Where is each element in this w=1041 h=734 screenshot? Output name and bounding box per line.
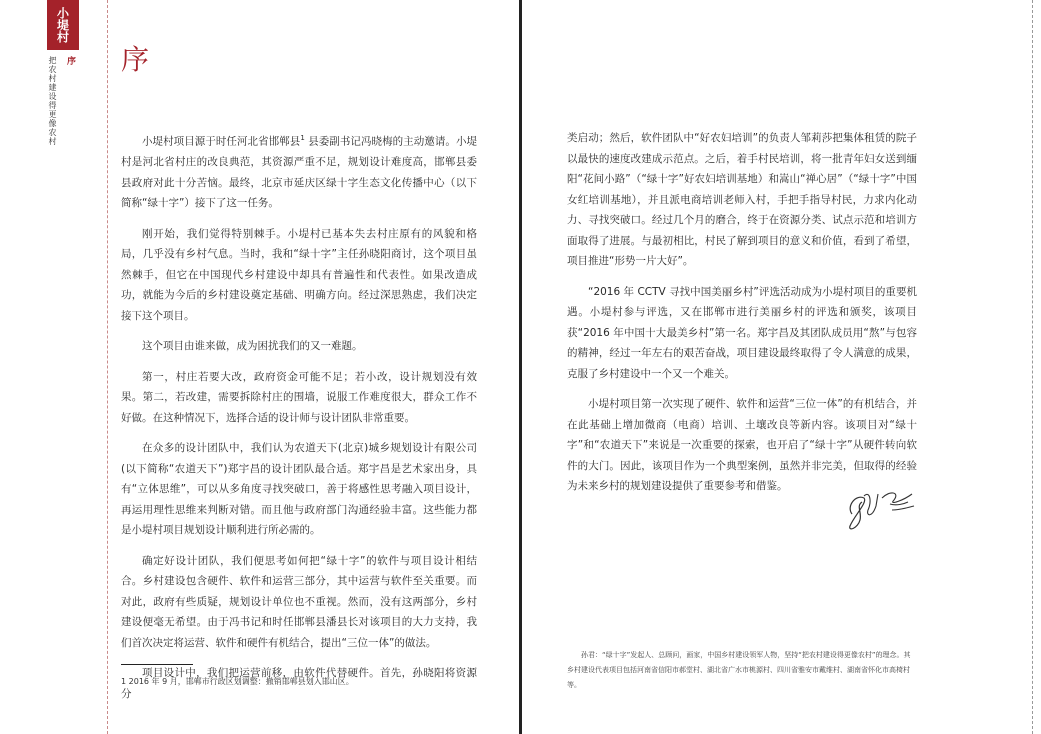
left-page bbox=[0, 0, 519, 734]
footnote-rule bbox=[121, 664, 193, 665]
paragraph: 第一，村庄若要大改，政府资金可能不足；若小改，设计规划没有效果。第二，若改建，需要拆除村庄的围墙，说服工作难度很大，群众工作不好做。在这种情况下，选择合适的设计师与设计团队非常重要。 bbox=[121, 370, 477, 424]
paragraph: “2016 年 CCTV 寻找中国美丽乡村”评选活动成为小堤村项目的重要机遇。小堤村参与评选，又在邯郸市进行美丽乡村的评选和颁奖，该项目获“2016 年中国十大最美乡村”第一名。郑宇昌及其团队成员用“熬”与包容的精神，经过一年左右的艰苦奋战，项目建设最终取得了令人满意的成果，克服了乡村建设中一个又一个难关。 bbox=[567, 285, 917, 380]
paragraph: 刚开始，我们觉得特别棘手。小堤村已基本失去村庄原有的风貌和格局，几乎没有乡村气息。当时，我和“绿十字”主任孙晓阳商讨，这个项目虽然棘手，但它在中国现代乡村建设中却具有普遍性和代表性。如果改造成功，就能为今后的乡村建设奠定基础、明确方向。经过深思熟虑，我们决定接下这个项目。 bbox=[121, 227, 477, 322]
paragraph-text: 小堤村项目源于时任河北省邯郸县 bbox=[142, 135, 301, 148]
paragraph: 小堤村项目第一次实现了硬件、软件和运营“三位一体”的有机结合，并在此基础上增加微商（电商）培训、土壤改良等新内容。该项目对“绿十字”和“农道天下”来说是一次重要的探索，也开启了“绿十字”从硬件转向软件的大门。因此，该项目作为一个典型案例，虽然并非完美，但取得的经验为未来乡村的规划建设提供了重要参考和借鉴。 bbox=[567, 398, 917, 492]
paragraph: 项目设计中，我们把运营前移，由软件代替硬件。首先，孙晓阳将资源分 bbox=[121, 667, 477, 700]
paragraph: 这个项目由谁来做，成为困扰我们的又一难题。 bbox=[142, 340, 363, 352]
section-label-vertical: 序 bbox=[65, 56, 75, 65]
paragraph bbox=[121, 128, 477, 214]
author-signature bbox=[842, 476, 922, 534]
right-text-column bbox=[567, 128, 917, 507]
book-title-vertical: 把农村建设得更像农村 bbox=[48, 56, 57, 146]
left-text-column bbox=[121, 128, 477, 714]
right-margin-dashed-line bbox=[1032, 0, 1033, 734]
paragraph-text: 县委副书记冯晓梅的主动邀请。小堤村是河北省村庄的改良典范，其资源严重不足，规划设计难度高，邯郸县委县政府对此十分苦恼。最终，北京市延庆区绿十字生态文化传播中心（以下简称“绿十字”）接下了这一任务。 bbox=[121, 135, 478, 209]
paragraph: 类启动；然后，软件团队中“好农妇培训”的负责人邹莉莎把集体租赁的院子以最快的速度改建成示范点。之后，着手村民培训，将一批青年妇女送到缅阳“花间小路”（“绿十字”好农妇培训基地）和嵩山“禅心居”（“绿十字”中国女红培训基地），并且派电商培训老师入村，手把手指导村民，力求内化动力、寻找突破口。经过几个月的磨合，终于在资源分类、试点示范和培训方面取得了进展。与最初相比，村民了解到项目的意义和价值，看到了希望，项目推进“形势一片大好”。 bbox=[567, 132, 917, 267]
footnote-marker: 1 bbox=[300, 134, 305, 142]
footnote: 1 2016 年 9 月，邯郸市行政区划调整：撤销邯郸县划入邯山区。 bbox=[121, 677, 354, 686]
paragraph: 在众多的设计团队中，我们认为农道天下(北京)城乡规划设计有限公司(以下简称“农道天下”)郑宇昌的设计团队最合适。郑宇昌是艺术家出身，具有“立体思维”，可以从多角度寻找突破口，善于将感性思考融入项目设计，再运用理性思维来判断对错。而且他与政府部门沟通经验丰富。这些能力都是小堤村项目规划设计顺利进行所必需的。 bbox=[121, 442, 477, 536]
page-heading: 序 bbox=[121, 43, 150, 76]
chapter-tab: 小堤村 bbox=[47, 0, 79, 50]
left-margin-dashed-line bbox=[107, 0, 108, 734]
author-note: 孙君：“绿十字”发起人、总顾问，画家，中国乡村建设领军人物，坚持“把农村建设得更像农村”的理念。其乡村建设代表项目包括河南省信阳市郝堂村、湖北省广水市桃源村、四川省雅安市戴维村、湖南省怀化市高椅村等。 bbox=[567, 651, 911, 689]
paragraph: 确定好设计团队，我们便思考如何把“绿十字”的软件与项目设计相结合。乡村建设包含硬件、软件和运营三部分，其中运营与软件至关重要。而对此，政府有些质疑，规划设计单位也不重视。然而，没有这两部分，乡村建设便毫无希望。由于冯书记和时任邯郸县潘县长对该项目的大力支持，我们首次决定将运营、软件和硬件有机结合，提出“三位一体”的做法。 bbox=[121, 554, 477, 649]
